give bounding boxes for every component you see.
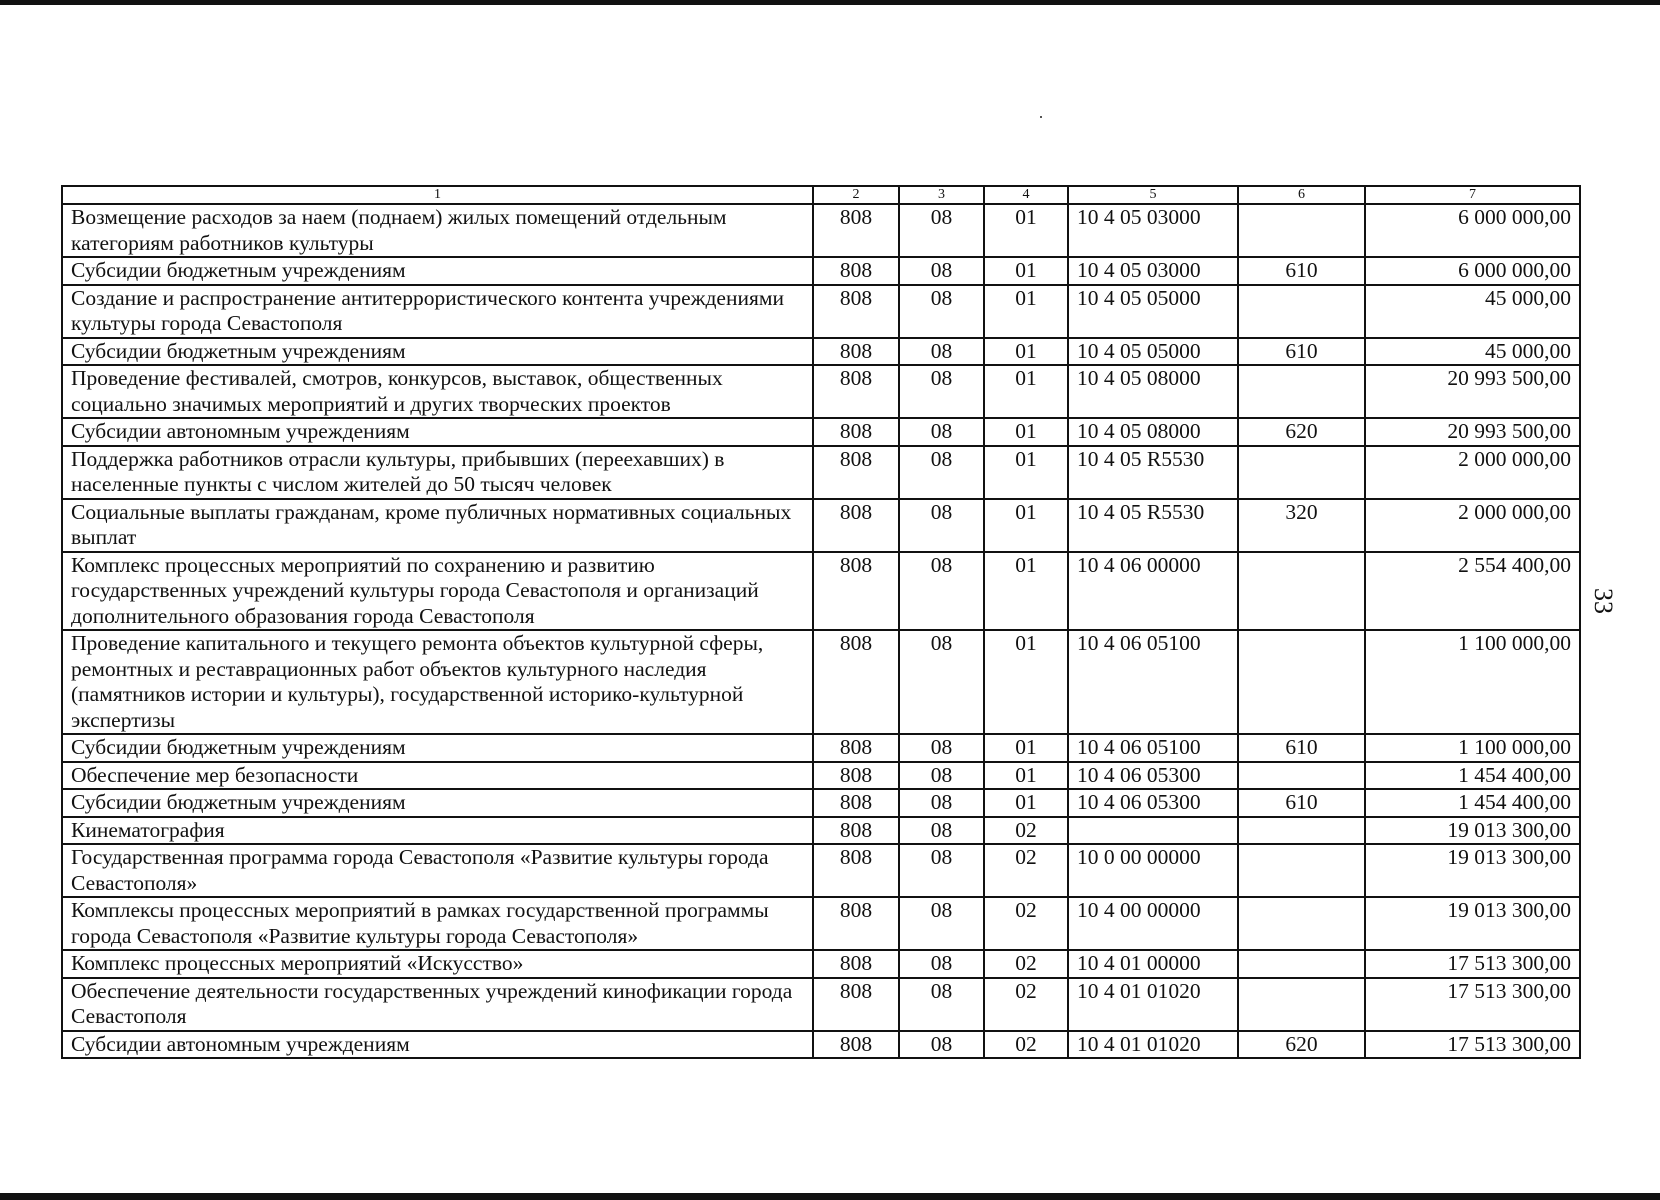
row-ved-code: 808 [813, 285, 899, 338]
row-expense-type [1238, 897, 1365, 950]
row-section-code: 08 [899, 762, 984, 790]
table-row [62, 338, 1580, 366]
row-expense-type: 610 [1238, 257, 1365, 285]
table-row [62, 978, 1580, 1031]
row-ved-code: 808 [813, 338, 899, 366]
row-amount: 17 513 300,00 [1365, 978, 1580, 1031]
table-row [62, 817, 1580, 845]
row-name: Социальные выплаты гражданам, кроме публичных нормативных социальных выплат [62, 499, 813, 552]
row-amount: 6 000 000,00 [1365, 204, 1580, 257]
table-row [62, 204, 1580, 257]
row-subsection-code: 02 [984, 897, 1068, 950]
row-expense-type [1238, 762, 1365, 790]
row-subsection-code: 02 [984, 844, 1068, 897]
row-expense-type [1238, 446, 1365, 499]
page-number: 33 [1589, 588, 1618, 614]
header-col-4: 4 [984, 186, 1068, 204]
row-ved-code: 808 [813, 817, 899, 845]
row-ved-code: 808 [813, 762, 899, 790]
row-expense-type: 320 [1238, 499, 1365, 552]
row-subsection-code: 01 [984, 418, 1068, 446]
row-amount: 2 000 000,00 [1365, 446, 1580, 499]
row-ved-code: 808 [813, 365, 899, 418]
row-target-article: 10 4 05 05000 [1068, 285, 1238, 338]
row-target-article: 10 4 05 05000 [1068, 338, 1238, 366]
row-target-article: 10 4 05 R5530 [1068, 499, 1238, 552]
row-section-code: 08 [899, 897, 984, 950]
row-ved-code: 808 [813, 1031, 899, 1059]
row-expense-type [1238, 285, 1365, 338]
row-subsection-code: 01 [984, 789, 1068, 817]
row-section-code: 08 [899, 552, 984, 631]
row-section-code: 08 [899, 978, 984, 1031]
row-amount: 17 513 300,00 [1365, 1031, 1580, 1059]
row-amount: 20 993 500,00 [1365, 365, 1580, 418]
row-target-article: 10 4 05 R5530 [1068, 446, 1238, 499]
table-row [62, 446, 1580, 499]
scan-speck [1040, 116, 1042, 118]
row-subsection-code: 01 [984, 552, 1068, 631]
row-section-code: 08 [899, 418, 984, 446]
row-target-article: 10 0 00 00000 [1068, 844, 1238, 897]
row-subsection-code: 01 [984, 204, 1068, 257]
row-expense-type [1238, 552, 1365, 631]
row-amount: 45 000,00 [1365, 338, 1580, 366]
table-row [62, 789, 1580, 817]
table-row [62, 734, 1580, 762]
row-name: Возмещение расходов за наем (поднаем) жилых помещений отдельным категориям работников культуры [62, 204, 813, 257]
row-target-article: 10 4 01 01020 [1068, 1031, 1238, 1059]
row-section-code: 08 [899, 499, 984, 552]
row-amount: 19 013 300,00 [1365, 817, 1580, 845]
row-section-code: 08 [899, 446, 984, 499]
row-subsection-code: 02 [984, 950, 1068, 978]
row-ved-code: 808 [813, 418, 899, 446]
row-name: Субсидии автономным учреждениям [62, 418, 813, 446]
row-name: Обеспечение деятельности государственных учреждений кинофикации города Севастополя [62, 978, 813, 1031]
row-target-article: 10 4 05 08000 [1068, 365, 1238, 418]
row-target-article: 10 4 06 00000 [1068, 552, 1238, 631]
row-expense-type [1238, 204, 1365, 257]
row-section-code: 08 [899, 365, 984, 418]
row-amount: 1 454 400,00 [1365, 762, 1580, 790]
row-section-code: 08 [899, 204, 984, 257]
header-col-5: 5 [1068, 186, 1238, 204]
row-ved-code: 808 [813, 257, 899, 285]
row-expense-type [1238, 365, 1365, 418]
row-expense-type: 610 [1238, 338, 1365, 366]
row-name: Комплекс процессных мероприятий по сохранению и развитию государственных учреждений культуры города Севастополя и организаций дополнительного образования города Севастополя [62, 552, 813, 631]
row-expense-type [1238, 950, 1365, 978]
row-subsection-code: 01 [984, 499, 1068, 552]
row-subsection-code: 01 [984, 630, 1068, 734]
row-subsection-code: 02 [984, 1031, 1068, 1059]
table-row [62, 897, 1580, 950]
row-section-code: 08 [899, 1031, 984, 1059]
row-ved-code: 808 [813, 204, 899, 257]
scan-edge-bottom [0, 1193, 1660, 1200]
row-target-article: 10 4 06 05300 [1068, 762, 1238, 790]
row-expense-type: 620 [1238, 1031, 1365, 1059]
row-name: Субсидии бюджетным учреждениям [62, 734, 813, 762]
table-body [62, 204, 1580, 1058]
row-section-code: 08 [899, 734, 984, 762]
row-ved-code: 808 [813, 844, 899, 897]
row-target-article: 10 4 05 08000 [1068, 418, 1238, 446]
row-expense-type: 620 [1238, 418, 1365, 446]
table-row [62, 630, 1580, 734]
row-subsection-code: 01 [984, 762, 1068, 790]
row-expense-type [1238, 817, 1365, 845]
row-section-code: 08 [899, 630, 984, 734]
row-section-code: 08 [899, 285, 984, 338]
row-amount: 20 993 500,00 [1365, 418, 1580, 446]
table-row [62, 418, 1580, 446]
row-section-code: 08 [899, 338, 984, 366]
row-name: Государственная программа города Севастополя «Развитие культуры города Севастополя» [62, 844, 813, 897]
row-name: Поддержка работников отрасли культуры, прибывших (переехавших) в населенные пункты с числом жителей до 50 тысяч человек [62, 446, 813, 499]
table-row [62, 844, 1580, 897]
row-ved-code: 808 [813, 499, 899, 552]
row-ved-code: 808 [813, 552, 899, 631]
table-row [62, 365, 1580, 418]
row-section-code: 08 [899, 844, 984, 897]
row-amount: 1 454 400,00 [1365, 789, 1580, 817]
table-row [62, 950, 1580, 978]
row-amount: 2 000 000,00 [1365, 499, 1580, 552]
header-col-7: 7 [1365, 186, 1580, 204]
row-amount: 45 000,00 [1365, 285, 1580, 338]
row-subsection-code: 01 [984, 285, 1068, 338]
row-amount: 1 100 000,00 [1365, 734, 1580, 762]
row-ved-code: 808 [813, 734, 899, 762]
row-ved-code: 808 [813, 789, 899, 817]
row-name: Субсидии бюджетным учреждениям [62, 789, 813, 817]
row-name: Комплекс процессных мероприятий «Искусство» [62, 950, 813, 978]
row-subsection-code: 01 [984, 734, 1068, 762]
header-col-3: 3 [899, 186, 984, 204]
row-ved-code: 808 [813, 630, 899, 734]
row-expense-type [1238, 844, 1365, 897]
row-ved-code: 808 [813, 978, 899, 1031]
row-name: Субсидии бюджетным учреждениям [62, 338, 813, 366]
row-name: Комплексы процессных мероприятий в рамках государственной программы города Севастополя «Развитие культуры города Севастополя» [62, 897, 813, 950]
row-name: Проведение фестивалей, смотров, конкурсов, выставок, общественных социально значимых мероприятий и других творческих проектов [62, 365, 813, 418]
row-amount: 17 513 300,00 [1365, 950, 1580, 978]
row-target-article: 10 4 05 03000 [1068, 204, 1238, 257]
row-subsection-code: 02 [984, 978, 1068, 1031]
row-amount: 6 000 000,00 [1365, 257, 1580, 285]
table-row [62, 762, 1580, 790]
row-target-article: 10 4 01 00000 [1068, 950, 1238, 978]
row-amount: 19 013 300,00 [1365, 897, 1580, 950]
row-target-article [1068, 817, 1238, 845]
row-section-code: 08 [899, 817, 984, 845]
row-name: Проведение капитального и текущего ремонта объектов культурной сферы, ремонтных и реставрационных работ объектов культурного наследия (памятников истории и культуры), государственной историко-культурной экспертизы [62, 630, 813, 734]
row-target-article: 10 4 06 05100 [1068, 734, 1238, 762]
row-target-article: 10 4 06 05100 [1068, 630, 1238, 734]
row-target-article: 10 4 06 05300 [1068, 789, 1238, 817]
row-expense-type [1238, 630, 1365, 734]
row-section-code: 08 [899, 257, 984, 285]
row-subsection-code: 01 [984, 446, 1068, 499]
row-amount: 2 554 400,00 [1365, 552, 1580, 631]
table-row [62, 552, 1580, 631]
table-row [62, 285, 1580, 338]
table-row [62, 499, 1580, 552]
row-target-article: 10 4 01 01020 [1068, 978, 1238, 1031]
row-subsection-code: 01 [984, 257, 1068, 285]
row-name: Кинематография [62, 817, 813, 845]
header-col-2: 2 [813, 186, 899, 204]
header-col-6: 6 [1238, 186, 1365, 204]
row-subsection-code: 01 [984, 338, 1068, 366]
scan-edge-top [0, 0, 1660, 5]
row-subsection-code: 02 [984, 817, 1068, 845]
row-ved-code: 808 [813, 897, 899, 950]
row-ved-code: 808 [813, 950, 899, 978]
budget-table [61, 185, 1581, 1059]
row-ved-code: 808 [813, 446, 899, 499]
row-amount: 19 013 300,00 [1365, 844, 1580, 897]
table-row [62, 257, 1580, 285]
row-target-article: 10 4 05 03000 [1068, 257, 1238, 285]
row-target-article: 10 4 00 00000 [1068, 897, 1238, 950]
row-expense-type: 610 [1238, 789, 1365, 817]
table-row [62, 1031, 1580, 1059]
row-name: Обеспечение мер безопасности [62, 762, 813, 790]
row-name: Субсидии автономным учреждениям [62, 1031, 813, 1059]
row-section-code: 08 [899, 789, 984, 817]
header-row [62, 186, 1580, 204]
row-section-code: 08 [899, 950, 984, 978]
row-name: Субсидии бюджетным учреждениям [62, 257, 813, 285]
row-name: Создание и распространение антитеррористического контента учреждениями культуры города Севастополя [62, 285, 813, 338]
row-expense-type [1238, 978, 1365, 1031]
header-col-1: 1 [62, 186, 813, 204]
row-expense-type: 610 [1238, 734, 1365, 762]
row-amount: 1 100 000,00 [1365, 630, 1580, 734]
row-subsection-code: 01 [984, 365, 1068, 418]
